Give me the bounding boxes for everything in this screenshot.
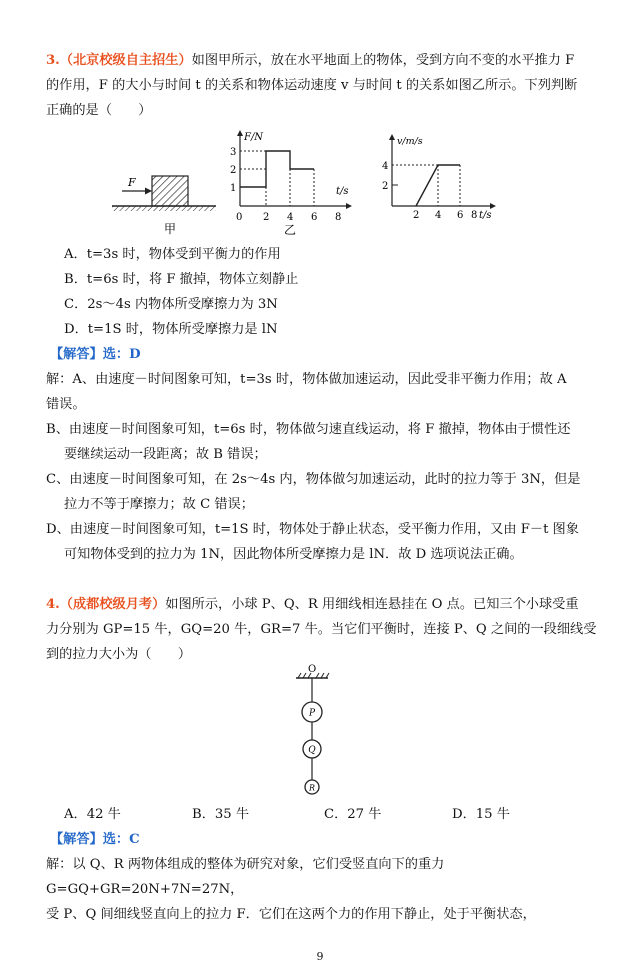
q4-answer	[50, 831, 140, 849]
q3-figure-f-t	[226, 128, 356, 238]
q4-solution-2: G=GQ+GR=20N+7N=27N，	[46, 882, 244, 897]
v-xtick-4: 4	[435, 210, 442, 221]
q3-answer	[50, 346, 141, 364]
v-ytick-4: 4	[382, 161, 389, 172]
fig-jia-caption: 甲	[163, 222, 177, 236]
q3-solution-1: 解：A、由速度－时间图象可知，t=3s 时，物体做加速运动，因此受非平衡力作用；故 A	[46, 372, 567, 387]
q3-number: 3.	[46, 53, 60, 68]
q4-option-b: B．35 牛	[192, 807, 250, 822]
q3-option-b: B．t=6s 时，将 F 撤掉，物体立刻静止	[64, 272, 299, 287]
v-xtick-6: 6	[457, 210, 464, 221]
v-ylabel: v/m/s	[397, 136, 423, 147]
q3-option-c: C．2s～4s 内物体所受摩擦力为 3N	[64, 297, 278, 312]
f-xtick-8: 8	[335, 212, 342, 223]
fig-yi-caption: 乙	[284, 223, 297, 237]
q4-stem-text-1: 如图所示，小球 P、Q、R 用细线相连悬挂在 O 点。已知三个小球受重	[165, 597, 579, 612]
q4-answer-label: 【解答】选：	[50, 832, 130, 847]
q3-stem-text-1: 如图甲所示，放在水平地面上的物体，受到方向不变的水平推力 F	[191, 53, 575, 68]
q3-solution-5: C、由速度－时间图象可知，在 2s～4s 内，物体做匀加速运动，此时的拉力等于 3N，但是	[46, 472, 581, 487]
q4-stem-line-2: 力分别为 GP=15 牛，GQ=20 牛，GR=7 牛。当它们平衡时，连接 P、Q 之间的一段细线受	[46, 622, 597, 637]
force-label: F	[128, 176, 136, 189]
v-y-arrow	[389, 134, 395, 140]
q4-figure-hanging-balls	[288, 662, 338, 802]
v-xlabel: t/s	[479, 210, 492, 221]
ground-hatch	[112, 206, 216, 211]
q3-solution-4: 要继续运动一段距离；故 B 错误；	[64, 447, 267, 462]
ball-q-label: Q	[308, 745, 316, 756]
f-ytick-2: 2	[230, 165, 237, 176]
q4-solution-1: 解：以 Q、R 两物体组成的整体为研究对象，它们受竖直向下的重力	[46, 857, 445, 872]
q4-source: （成都校级月考）	[59, 597, 166, 612]
q3-solution-2: 错误。	[46, 397, 86, 412]
block-shape	[152, 176, 188, 206]
point-o-label: O	[308, 664, 317, 675]
f-ytick-1: 1	[230, 183, 237, 194]
f-x-arrow	[346, 203, 352, 209]
f-ylabel: F/N	[244, 132, 264, 143]
ball-p-label: P	[308, 708, 316, 719]
q4-stem-line-3: 到的拉力大小为（ ）	[46, 647, 192, 662]
f-xtick-0: 0	[236, 212, 243, 223]
q3-answer-value: D	[129, 347, 141, 362]
f-xtick-4: 4	[287, 212, 294, 223]
f-xtick-2: 2	[263, 212, 270, 223]
v-ytick-2: 2	[382, 181, 389, 192]
ball-r-label: R	[308, 783, 316, 793]
q3-solution-8: 可知物体受到的拉力为 1N，因此物体所受摩擦力是 lN．故 D 选项说法正确。	[64, 547, 523, 562]
page-number: 9	[316, 950, 324, 963]
q4-option-d: D．15 牛	[452, 807, 510, 822]
f-ytick-3: 3	[230, 147, 237, 158]
v-x-arrow	[490, 203, 496, 209]
q3-stem-line-2: 的作用，F 的大小与时间 t 的关系和物体运动速度 v 与时间 t 的关系如图乙所示。下列判断	[46, 78, 578, 93]
q3-stem-line-3: 正确的是（ ）	[46, 103, 152, 118]
q4-solution-3: 受 P、Q 间细线竖直向上的拉力 F．它们在这两个力的作用下静止，处于平衡状态，	[46, 907, 536, 922]
q3-figure-jia	[108, 160, 220, 238]
q4-answer-value: C	[129, 832, 140, 847]
q3-figure-v-t	[378, 132, 502, 226]
q3-solution-3: B、由速度－时间图象可知，t=6s 时，物体做匀速直线运动，将 F 撤掉，物体由于惯性还	[46, 422, 571, 437]
q4-option-c: C．27 牛	[324, 807, 382, 822]
f-step-line	[240, 151, 314, 187]
f-y-arrow	[237, 130, 243, 136]
q4-option-a: A．42 牛	[64, 807, 121, 822]
f-xtick-6: 6	[311, 212, 318, 223]
force-arrow-head	[145, 188, 152, 195]
q3-stem-line-1	[46, 52, 574, 70]
f-xlabel: t/s	[336, 186, 349, 197]
q4-number: 4.	[46, 597, 60, 612]
q3-source: （北京校级自主招生）	[59, 53, 192, 68]
q3-option-d: D．t=1S 时，物体所受摩擦力是 lN	[64, 322, 278, 337]
q3-solution-7: D、由速度－时间图象可知，t=1S 时，物体处于静止状态，受平衡力作用，又由 F－t 图象	[46, 522, 579, 537]
q3-answer-label: 【解答】选：	[50, 347, 130, 362]
q3-solution-6: 拉力不等于摩擦力；故 C 错误；	[64, 497, 254, 512]
q4-stem-line-1	[46, 596, 579, 614]
q3-option-a: A．t=3s 时，物体受到平衡力的作用	[64, 247, 281, 262]
v-xtick-8: 8	[471, 210, 478, 221]
v-xtick-2: 2	[413, 210, 420, 221]
